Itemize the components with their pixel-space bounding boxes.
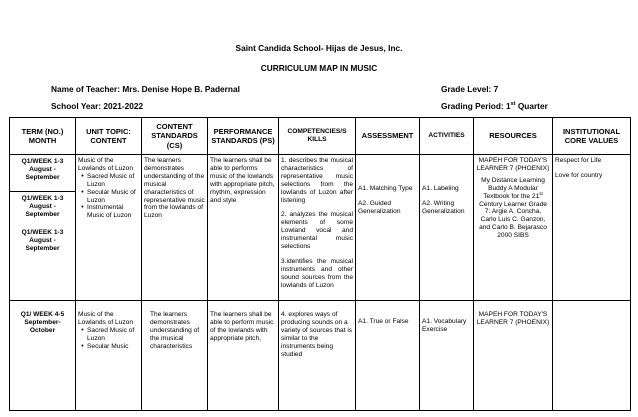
- curriculum-map-table: [9, 117, 631, 411]
- term-entry: Q1/WEEK 1-3 August - September: [10, 155, 75, 192]
- bullet-icon: •: [81, 204, 84, 212]
- unit-topic-intro: Music of the Lowlands of Luzon: [78, 311, 133, 326]
- spacer: [422, 171, 471, 185]
- col-header-competencies: COMPETENCIES/S KILLS: [279, 118, 356, 155]
- resource-text: My Distance Learning Buddy A Modular Textbook for the 21: [481, 176, 545, 200]
- performance-standard-cell: The learners shall be able to perform music of the lowlands with appropriate pitch,: [208, 301, 279, 411]
- unit-topic-intro: Music of the Lowlands of Luzon: [78, 157, 133, 172]
- bullet-icon: •: [81, 172, 84, 180]
- performance-standard-cell: The learners shall be able to performs music of the lowlands with appropriate pitch, rhythm, expression and style: [208, 155, 279, 301]
- grading-period-suffix: st: [510, 101, 516, 108]
- term-cell: Q1/ WEEK 4-5 September- October: [10, 301, 76, 411]
- col-header-assessment: ASSESSMENT: [356, 118, 420, 155]
- content-standard-cell: The learners demonstrates understanding of the musical characteristics: [142, 301, 208, 411]
- spacer: [358, 193, 417, 200]
- spacer: [422, 193, 471, 200]
- unit-topic-cell: [76, 301, 142, 411]
- grading-period: [441, 101, 548, 111]
- col-header-unit-topic: UNIT TOPIC: CONTENT: [76, 118, 142, 155]
- list-item: [78, 189, 139, 205]
- col-header-resources: RESOURCES: [474, 118, 553, 155]
- bullet-icon: •: [81, 326, 84, 334]
- resource-text: Century Learner Grade 7: Argie A. Concha, Carlo Luis C. Ganzon, and Carlo B. Bejarasco 2000 SIBS: [479, 200, 547, 240]
- activity-item: A1. Labeling: [422, 185, 459, 192]
- spacer: [422, 157, 471, 171]
- assessment-cell: A1. True or False: [356, 301, 420, 411]
- competencies-cell: 4. explores ways of producing sounds on a variety of sources that is similar to the instruments being studied: [279, 301, 356, 411]
- table-header-row: [10, 118, 631, 155]
- school-year: School Year: 2021-2022: [51, 101, 144, 111]
- term-entry: Q1/WEEK 1-3 August - September: [21, 229, 64, 252]
- unit-topic-item: Secular Music of Luzon: [87, 188, 136, 204]
- bullet-icon: •: [81, 188, 84, 196]
- core-value-item: Respect for Life: [555, 157, 602, 164]
- spacer: [281, 204, 353, 211]
- table-row: [10, 301, 631, 411]
- list-item: [78, 327, 139, 343]
- unit-topic-item: Sacred Music of Luzon: [87, 172, 135, 188]
- activities-cell: A1. Vocabulary Exercise: [420, 301, 474, 411]
- resource-item: [476, 177, 550, 240]
- resource-superscript: st: [539, 190, 543, 196]
- content-standard-cell: The learners demonstrates understanding of the musical characteristics of representative music from the lowlands of Luzon: [142, 155, 208, 301]
- core-values-cell: [553, 155, 631, 301]
- resources-cell: [474, 155, 553, 301]
- activities-cell: [420, 155, 474, 301]
- competency-item: 3.identifies the musical instruments and other sound sources from the lowlands of Luzon: [281, 257, 353, 289]
- spacer: [358, 157, 417, 171]
- activity-item: A2. Writing Generalization: [422, 199, 465, 215]
- col-header-term: TERM (NO.) MONTH: [10, 118, 76, 155]
- spacer: [358, 171, 417, 185]
- term-entry: Q1/WEEK 1-3 August - September: [21, 195, 64, 218]
- col-header-activities: ACTIVITIES: [420, 118, 474, 155]
- unit-topic-cell: [76, 155, 142, 301]
- document-title: CURRICULUM MAP IN MUSIC: [260, 63, 378, 73]
- grading-period-text: Grading Period: 1: [441, 101, 511, 111]
- list-item: [78, 343, 139, 351]
- term-cell: [10, 155, 76, 301]
- core-value-item: Love for country: [555, 171, 603, 179]
- bullet-icon: •: [81, 342, 84, 350]
- assessment-item: A2. Guided Generalization: [358, 199, 401, 215]
- unit-topic-item: Secular Music: [87, 342, 129, 350]
- competency-item: 2. analyzes the musical elements of some Lowland vocal and instrumental music selections: [281, 211, 353, 251]
- spacer: [281, 251, 353, 258]
- competency-item: 1. describes the musical characteristics of representative music selections from the lowlands of Luzon after listening: [281, 157, 353, 204]
- resource-item: MAPEH FOR TODAY'S LEARNER 7 (PHOENIX): [476, 157, 550, 172]
- school-name: Saint Candida School- Hijas de Jesus, Inc.: [235, 43, 403, 53]
- assessment-cell: [356, 155, 420, 301]
- assessment-item: A1. Matching Type: [358, 185, 413, 192]
- teacher-name: Name of Teacher: Mrs. Denise Hope B. Padernal: [51, 84, 240, 94]
- col-header-core-values: INSTITUTIONAL CORE VALUES: [553, 118, 631, 155]
- resources-cell: MAPEH FOR TODAY'S LEARNER 7 (PHOENIX): [474, 301, 553, 411]
- list-item: [78, 204, 139, 220]
- grade-level: Grade Level: 7: [441, 84, 499, 94]
- table-row: [10, 155, 631, 301]
- spacer: [555, 165, 628, 172]
- competencies-cell: [279, 155, 356, 301]
- list-item: [78, 173, 139, 189]
- grading-period-quarter: Quarter: [515, 101, 548, 111]
- unit-topic-item: Sacred Music of Luzon: [87, 326, 135, 342]
- col-header-content-standards: CONTENT STANDARDS (CS): [142, 118, 208, 155]
- core-values-cell: [553, 301, 631, 411]
- col-header-performance-standards: PERFORMANCE STANDARDS (PS): [208, 118, 279, 155]
- unit-topic-item: Instrumental Music of Luzon: [87, 204, 132, 220]
